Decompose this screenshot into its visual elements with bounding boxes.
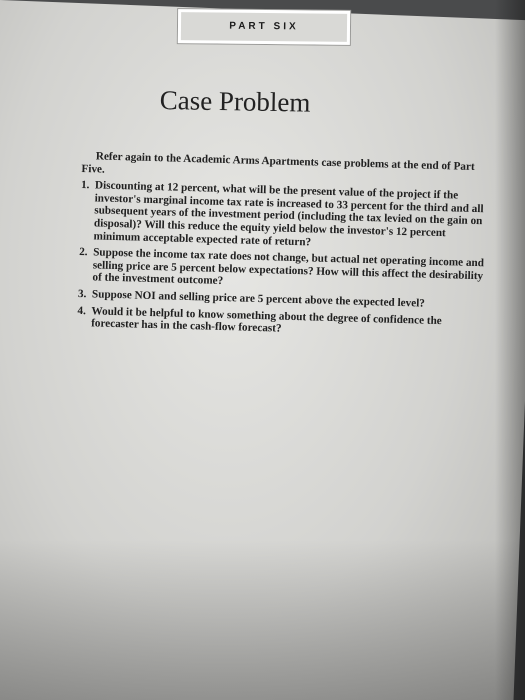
intro-paragraph: Refer again to the Academic Arms Apartments case problems at the end of Part Five. — [81, 150, 475, 176]
bottom-shadow — [0, 540, 525, 700]
question-text: Discounting at 12 percent, what will be the present value of the project if the investor's marginal income tax rate is increased to 33 percent for the third and all subsequent years of the investment period (including the tax levied on the gain on disposal)? Will this reduce the equity yield below the investor's 12 percent minimum acceptable expected rate of return? — [93, 179, 484, 248]
part-header-box — [178, 9, 350, 45]
page-title: Case Problem — [159, 85, 311, 118]
question-text: Would it be helpful to know something about the degree of confidence the forecaster has in the cash-flow forecast? — [90, 304, 442, 335]
question-text: Suppose the income tax rate does not change, but actual net operating income and selling price are 5 percent below expectations? How will this affect the desirability of the investment outcome? — [92, 246, 485, 288]
question-number: 1. — [80, 179, 90, 192]
part-label: PART SIX — [229, 20, 299, 33]
case-problem-content — [77, 150, 487, 345]
question-item — [78, 246, 484, 295]
question-number: 3. — [77, 287, 87, 301]
question-number: 4. — [77, 304, 87, 317]
question-text: Suppose NOI and selling price are 5 percent above the expected level? — [91, 288, 426, 310]
question-item — [79, 179, 486, 253]
question-number: 2. — [78, 246, 88, 259]
